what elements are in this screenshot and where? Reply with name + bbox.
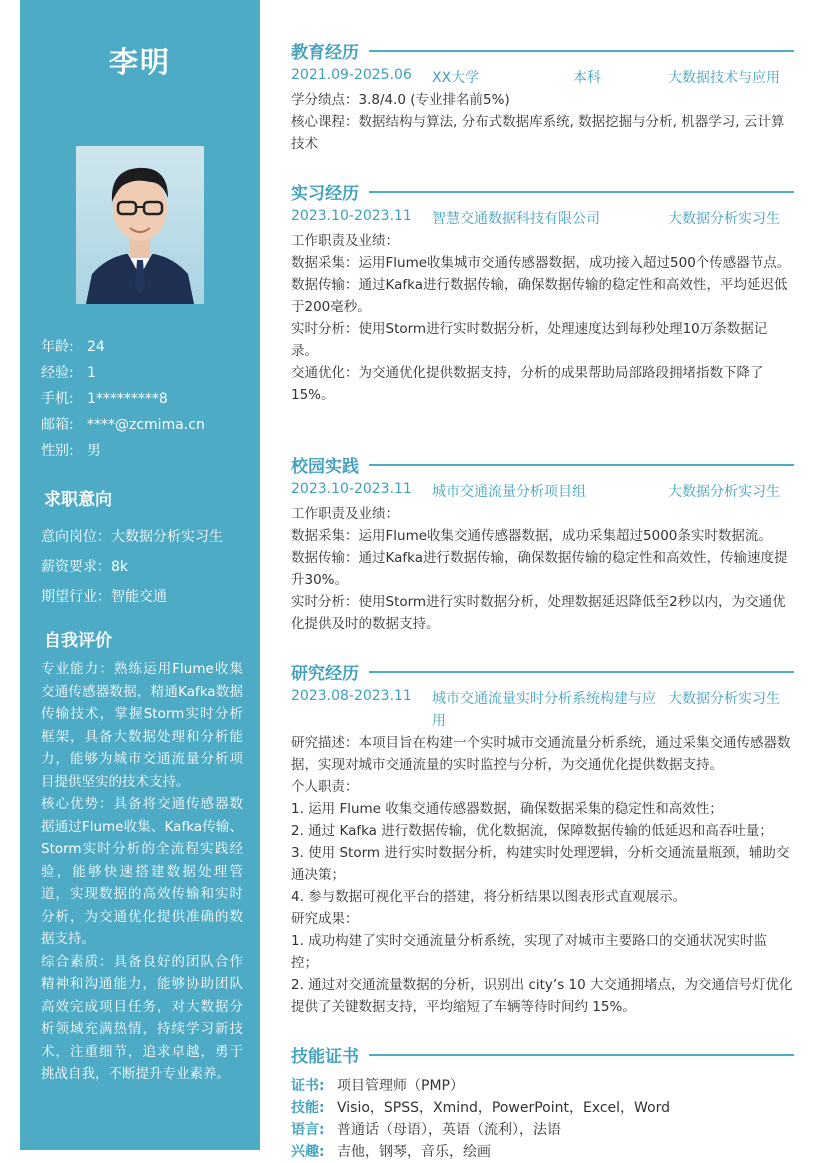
campus-line: 数据采集：运用Flume收集交通传感器数据，成功采集超过5000条实时数据流。 (291, 528, 772, 544)
research-line: 3. 使用 Storm 进行实时数据分析，构建实时处理逻辑，分析交通流量瓶颈，辅助交通决策； (291, 845, 790, 883)
research-line: 1. 运用 Flume 收集交通传感器数据，确保数据采集的稳定性和高效性； (291, 801, 723, 817)
skill-row: 技能: Visio，SPSS，Xmind，PowerPoint，Excel，Word (291, 1100, 671, 1116)
campus-date: 2023.10-2023.11 (291, 481, 412, 497)
edu-major: 大数据技术与应用 (668, 70, 780, 86)
section-title: 校园实践 (291, 457, 359, 477)
info-row: 邮箱: ****@zcmima.cn (41, 417, 205, 433)
research-line: 研究成果： (291, 911, 359, 927)
intern-date: 2023.10-2023.11 (291, 208, 412, 224)
info-row: 性别: 男 (41, 443, 101, 459)
job-intent (41, 522, 223, 612)
intern-line: 数据采集：运用Flume收集城市交通传感器数据，成功接入超过500个传感器节点。 (291, 255, 791, 271)
intent-item: 期望行业：智能交通 (41, 589, 167, 605)
campus-line: 数据传输：通过Kafka进行数据传输，确保数据传输的稳定性和高效性，传输速度提升30%。 (291, 550, 788, 588)
skill-row: 证书: 项目管理师（PMP） (291, 1078, 464, 1094)
internship-section (291, 179, 794, 406)
candidate-name: 李明 (108, 45, 171, 79)
intent-title: 求职意向 (44, 490, 112, 510)
basic-info (41, 334, 205, 464)
self-evaluation (41, 658, 243, 1086)
intern-line: 实时分析：使用Storm进行实时数据分析，处理速度达到每秒处理10万条数据记录。 (291, 321, 768, 359)
info-row: 经验: 1 (41, 365, 96, 381)
research-line: 研究描述：本项目旨在构建一个实时城市交通流量分析系统，通过采集交通传感器数据，实现对城市交通流量的实时监控与分析，为交通优化提供数据支持。 (291, 735, 791, 773)
research-line: 2. 通过 Kafka 进行数据传输，优化数据流，保障数据传输的低延迟和高吞吐量； (291, 823, 773, 839)
sidebar (20, 0, 260, 1150)
research-date: 2023.08-2023.11 (291, 688, 412, 704)
info-row: 手机: 1*********8 (41, 391, 168, 407)
edu-school: XX大学 (432, 70, 480, 86)
campus-org: 城市交通流量分析项目组 (432, 484, 586, 500)
divider (369, 50, 794, 52)
campus-section (291, 452, 794, 635)
self-eval-title: 自我评价 (44, 631, 112, 651)
self-eval-paragraph: 专业能力：熟练运用Flume收集交通传感器数据，精通Kafka数据传输技术，掌握Storm实时分析框架，具备大数据处理和分析能力，能够为城市交通流量分析项目提供坚实的技术支持。 (41, 661, 243, 790)
divider (369, 1054, 794, 1056)
info-row: 年龄: 24 (41, 339, 105, 355)
intern-line: 交通优化：为交通优化提供数据支持，分析的成果帮助局部路段拥堵指数下降了15%。 (291, 365, 764, 403)
section-title: 研究经历 (291, 664, 359, 684)
edu-date: 2021.09-2025.06 (291, 67, 412, 83)
divider (369, 464, 794, 466)
research-section (291, 659, 794, 1018)
skills-section (291, 1042, 794, 1163)
campus-line: 工作职责及业绩： (291, 506, 399, 522)
self-eval-paragraph: 核心优势：具备将交通传感器数据通过Flume收集、Kafka传输、Storm实时分析的全流程实践经验，能够快速搭建数据处理管道，实现数据的高效传输和实时分析，为交通优化提供准确的数据支持。 (41, 796, 243, 947)
research-line: 2. 通过对交通流量数据的分析，识别出 city’s 10 大交通拥堵点，为交通信号灯优化提供了关键数据支持，平均缩短了车辆等待时间约 15%。 (291, 977, 793, 1015)
section-title: 技能证书 (291, 1047, 359, 1067)
divider (369, 191, 794, 193)
campus-line: 实时分析：使用Storm进行实时数据分析，处理数据延迟降低至2秒以内，为交通优化提供及时的数据支持。 (291, 594, 786, 632)
intern-line: 工作职责及业绩： (291, 233, 399, 249)
section-title: 教育经历 (291, 43, 359, 63)
divider (369, 671, 794, 673)
intent-item: 意向岗位：大数据分析实习生 (41, 529, 223, 545)
intern-org: 智慧交通数据科技有限公司 (432, 211, 600, 227)
intent-item: 薪资要求：8k (41, 559, 129, 575)
research-project: 城市交通流量实时分析系统构建与应用 (432, 691, 656, 729)
research-role: 大数据分析实习生 (668, 691, 780, 707)
research-line: 1. 成功构建了实时交通流量分析系统，实现了对城市主要路口的交通状况实时监控； (291, 933, 768, 971)
edu-degree: 本科 (573, 70, 601, 86)
self-eval-paragraph: 综合素质：具备良好的团队合作精神和沟通能力，能够协助团队高效完成项目任务，对大数据分析领域充满热情，持续学习新技术，注重细节，追求卓越，勇于挑战自我，不断提升专业素养。 (41, 953, 243, 1082)
section-title: 实习经历 (291, 184, 359, 204)
profile-photo (76, 146, 204, 304)
campus-role: 大数据分析实习生 (668, 484, 780, 500)
intern-role: 大数据分析实习生 (668, 211, 780, 227)
skill-row: 兴趣: 吉他，钢琴，音乐，绘画 (291, 1144, 491, 1160)
skill-row: 语言: 普通话（母语），英语（流利），法语 (291, 1122, 561, 1138)
intern-line: 数据传输：通过Kafka进行数据传输，确保数据传输的稳定性和高效性，平均延迟低于200毫秒。 (291, 277, 788, 315)
research-line: 个人职责： (291, 779, 359, 795)
edu-line: 学分绩点：3.8/4.0 (专业排名前5%) (291, 92, 510, 108)
education-section (291, 38, 794, 155)
edu-line: 核心课程：数据结构与算法, 分布式数据库系统, 数据挖掘与分析, 机器学习, 云计算技术 (291, 114, 785, 152)
research-line: 4. 参与数据可视化平台的搭建，将分析结果以图表形式直观展示。 (291, 889, 687, 905)
